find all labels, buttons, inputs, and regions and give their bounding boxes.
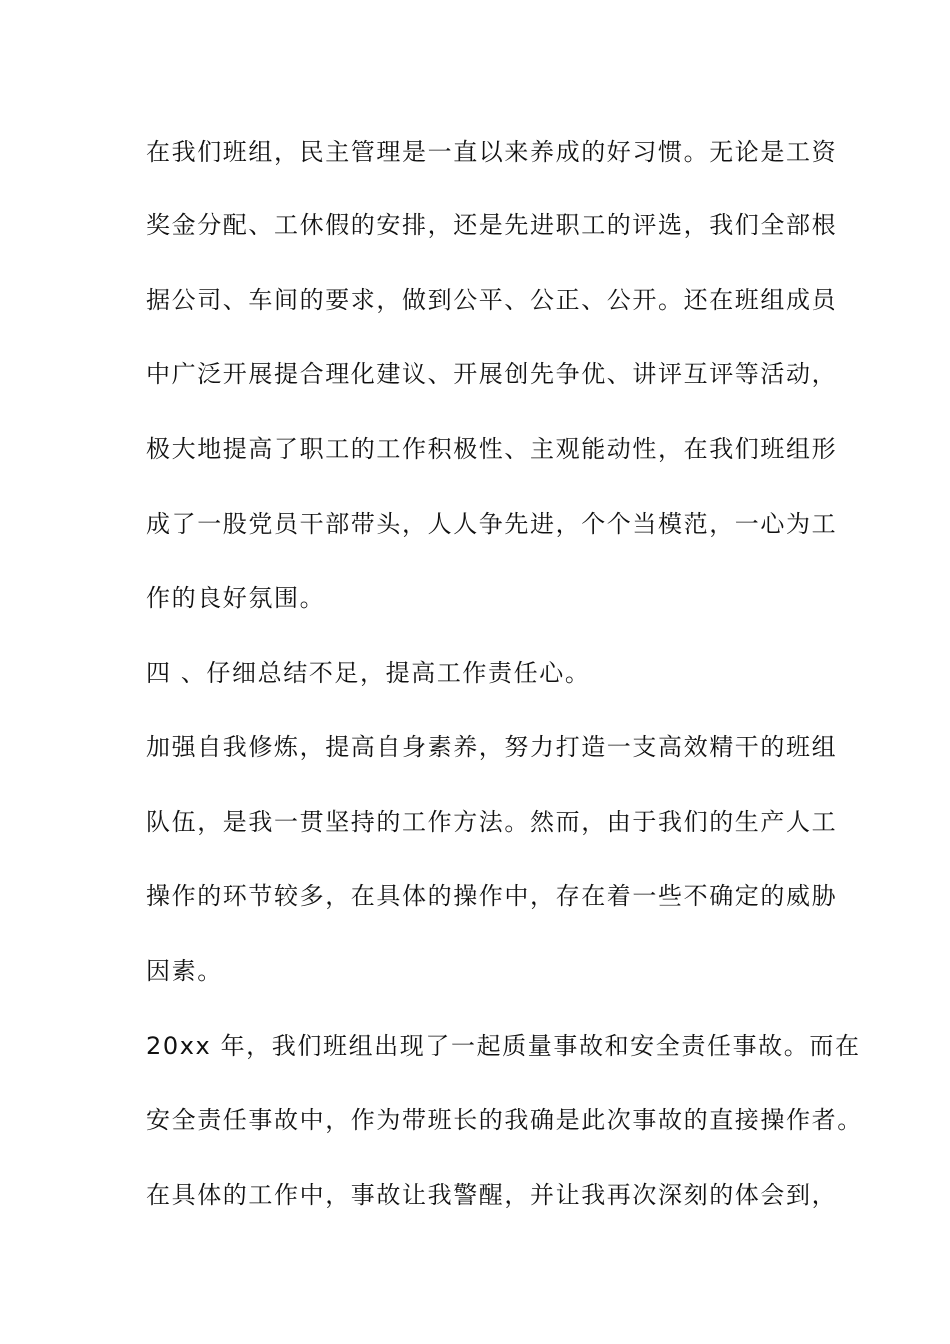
text-line: 极大地提高了职工的工作积极性、主观能动性，在我们班组形 — [146, 435, 838, 463]
text-line: 中广泛开展提合理化建议、开展创先争优、讲评互评等活动， — [146, 360, 838, 388]
text-line: 在具体的工作中，事故让我警醒，并让我再次深刻的体会到， — [146, 1181, 838, 1209]
text-line: 操作的环节较多，在具体的操作中，存在着一些不确定的威胁 — [146, 882, 838, 910]
text-line: 20xx 年，我们班组出现了一起质量事故和安全责任事故。而在 — [146, 1032, 861, 1060]
text-line: 安全责任事故中，作为带班长的我确是此次事故的直接操作者。 — [146, 1106, 863, 1134]
text-line: 作的良好氛围。 — [146, 584, 326, 612]
text-line: 成了一股党员干部带头，人人争先进，个个当模范，一心为工 — [146, 510, 838, 538]
text-line: 据公司、车间的要求，做到公平、公正、公开。还在班组成员 — [146, 286, 838, 314]
text-line: 奖金分配、工休假的安排，还是先进职工的评选，我们全部根 — [146, 211, 838, 239]
text-line: 队伍，是我一贯坚持的工作方法。然而，由于我们的生产人工 — [146, 808, 838, 836]
section-heading: 四 、仔细总结不足，提高工作责任心。 — [146, 659, 591, 687]
text-line: 加强自我修炼，提高自身素养，努力打造一支高效精干的班组 — [146, 733, 838, 761]
text-line: 在我们班组，民主管理是一直以来养成的好习惯。无论是工资 — [146, 138, 838, 166]
text-line: 因素。 — [146, 957, 223, 985]
